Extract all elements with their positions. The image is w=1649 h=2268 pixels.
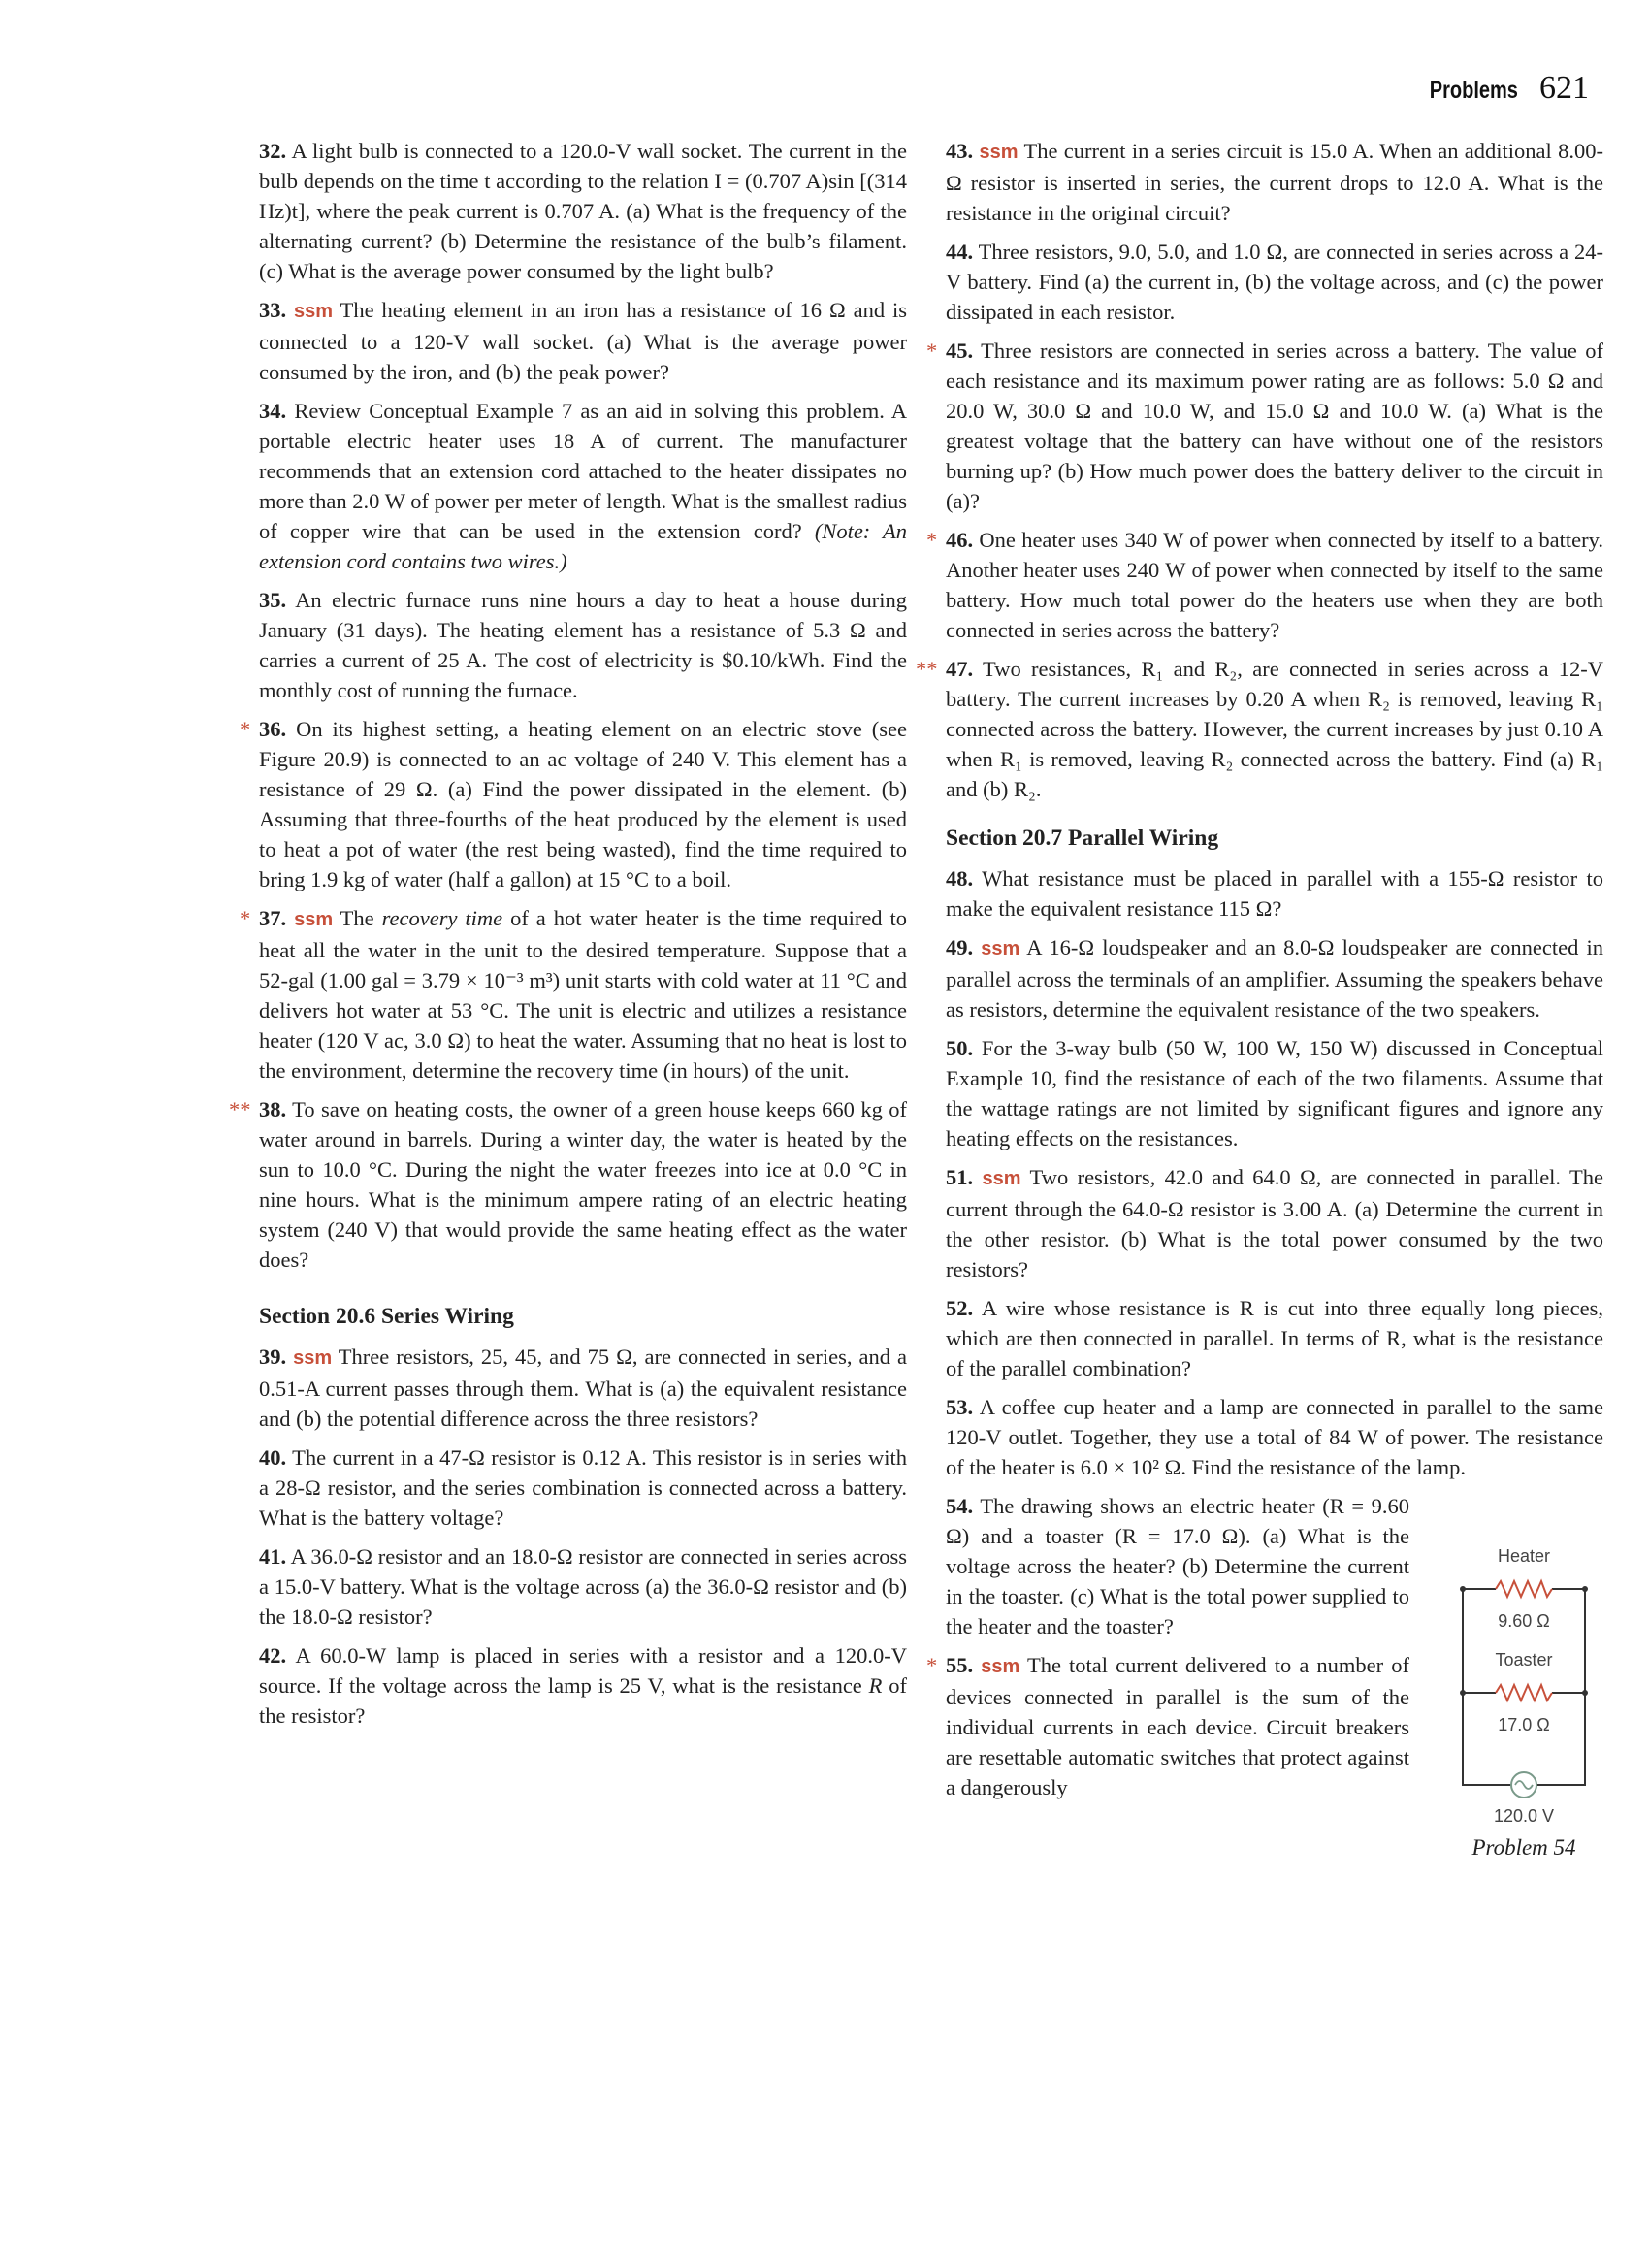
problem-text: The heating element in an iron has a resistance of 16 Ω and is connected to a 120-V wall socket. (a) What is the average power consumed by the iron, and (b) the peak power? (259, 298, 908, 384)
problem-number: 38. (259, 1097, 287, 1121)
problem-text: The current in a 47-Ω resistor is 0.12 A. This resistor is in series with a 28-Ω resistor, and the series combination is connected across a battery. What is the battery voltage? (259, 1445, 907, 1530)
problem-54 (946, 1491, 1409, 1641)
problem-number: 37. (259, 906, 287, 930)
junction-dot (1460, 1586, 1466, 1592)
problem-number: 45. (946, 339, 974, 363)
toaster-label: Toaster (1495, 1650, 1553, 1669)
problem-number: 39. (259, 1345, 287, 1369)
problem-33 (259, 295, 907, 387)
problem-text: Three resistors are connected in series across a battery. The value of each resistance and its maximum power rating are as follows: 5.0 Ω and 20.0 W, 30.0 Ω and 10.0 W, and 15.0 Ω and 10.0 W. (a) What is the greatest voltage that the battery can have without one of the resistors burning up? (b) How much power does the battery deliver to the circuit in (a)? (946, 339, 1604, 513)
heater-resistor (1496, 1581, 1552, 1597)
problem-text: A 16-Ω loudspeaker and an 8.0-Ω loudspeaker are connected in parallel across the terminals of an amplifier. Assuming the speakers behave as resistors, determine the equivalent resistance of the two speakers. (946, 935, 1603, 1021)
sine-wave-icon (1515, 1781, 1533, 1789)
problem-49 (946, 932, 1603, 1024)
problem-text: The drawing shows an electric heater (R = 9.60 Ω) and a toaster (R = 17.0 Ω). (a) What is the voltage across the heater? (b) Determine the current in the toaster. (c) What is the total power supplied to the heater and the toaster? (946, 1494, 1410, 1638)
problem-48 (946, 863, 1603, 923)
problem-55 (926, 1650, 1410, 1802)
problem-number: 48. (946, 866, 974, 891)
problem-text: The current in a series circuit is 15.0 A. When an additional 8.00-Ω resistor is inserted in series, the current drops to 12.0 A. What is the resistance in the original circuit? (946, 139, 1604, 225)
problem-number: 35. (259, 588, 287, 612)
figure-caption: Problem 54 (1471, 1835, 1576, 1860)
left-column (229, 136, 908, 1739)
problem-text: Two resistances, R₁ and R₂, are connected in series across a 12-V battery. The current increases by 0.20 A when R₂ is removed, leaving R₁ connected across the battery. However, the current increases by just 0.10 A when R₁ is removed, leaving R₂ connected across the battery. Find (a) R₁ and (b) R₂. (946, 657, 1604, 801)
problem-text: On its highest setting, a heating element on an electric stove (see Figure 20.9) is connected to an ac voltage of 240 V. This element has a resistance of 29 Ω. (a) Find the power dissipated in the element. (b) Assuming that three-fourths of the heat produced by the element is used to heat a pot of water (the rest being wasted), find the time required to bring 1.9 kg of water (half a gallon) at 15 °C to a boil. (259, 717, 907, 891)
problem-text: The total current delivered to a number of devices connected in parallel is the sum of the individual currents in each device. Circuit breakers are resettable automatic switches that protect against a dangerously (946, 1653, 1410, 1799)
problem-number: 40. (259, 1445, 287, 1470)
circuit-diagram (1441, 1542, 1606, 1833)
ssm-badge: ssm (981, 1656, 1020, 1677)
problem-text-pre: The (340, 906, 374, 930)
running-head: Problems (1429, 77, 1518, 104)
section-heading: Section 20.6 Series Wiring (259, 1304, 514, 1329)
toaster-value: 17.0 Ω (1498, 1715, 1550, 1734)
problem-35 (259, 585, 907, 705)
problem-number: 53. (946, 1395, 974, 1419)
problem-text: A wire whose resistance is R is cut into three equally long pieces, which are then connected in parallel. In terms of R, what is the resistance of the parallel combination? (946, 1296, 1603, 1380)
problem-number: 33. (259, 298, 287, 322)
section-heading: Section 20.7 Parallel Wiring (946, 826, 1219, 851)
difficulty-star: * (926, 528, 938, 552)
problem-text: A light bulb is connected to a 120.0-V wall socket. The current in the bulb depends on the time t according to the relation I = (0.707 A)sin [(314 Hz)t], where the peak current is 0.707 A. (a) What is the frequency of the alternating current? (b) Determine the resistance of the bulb’s filament. (c) What is the average power consumed by the light bulb? (259, 139, 908, 283)
problem-note: (Note: An extension cord contains two wires.) (259, 519, 907, 573)
problem-text: To save on heating costs, the owner of a green house keeps 660 kg of water around in barrels. During a winter day, the water is heated by the sun to 10.0 °C. During the night the water freezes into ice at 0.0 °C in nine hours. What is the minimum ampere rating of an electric heating system (240 V) that would provide the same heating effect as the water does? (259, 1097, 907, 1272)
ssm-badge: ssm (979, 142, 1018, 163)
heater-value: 9.60 Ω (1498, 1611, 1550, 1631)
problem-text: Review Conceptual Example 7 as an aid in solving this problem. A portable electric heater uses 18 A of current. The manufacturer recommends that an extension cord attached to the heater dissipates no more than 2.0 W of power per meter of length. What is the smallest radius of copper wire that can be used in the extension cord? (259, 399, 908, 543)
difficulty-star: ** (916, 657, 938, 681)
circuit-figure (1441, 1542, 1606, 1833)
problem-number: 49. (946, 935, 974, 959)
problem-53 (946, 1392, 1603, 1482)
problem-40 (259, 1442, 907, 1533)
problem-emphasis: R (868, 1673, 883, 1698)
problem-42 (259, 1640, 907, 1731)
problem-text: A 36.0-Ω resistor and an 18.0-Ω resistor are connected in series across a 15.0-V battery. What is the voltage across (a) the 36.0-Ω resistor and (b) the 18.0-Ω resistor? (259, 1544, 907, 1629)
problem-52 (946, 1293, 1603, 1383)
problem-number: 34. (259, 399, 287, 423)
ssm-badge: ssm (293, 1347, 333, 1369)
heater-label: Heater (1497, 1546, 1551, 1566)
difficulty-star: * (240, 717, 251, 741)
problem-47 (916, 654, 1604, 804)
problem-51 (946, 1162, 1603, 1284)
problem-50 (946, 1033, 1603, 1153)
problem-number: 51. (946, 1165, 974, 1189)
problem-text: An electric furnace runs nine hours a day to heat a house during January (31 days). The heating element has a resistance of 5.3 Ω and carries a current of 25 A. The cost of electricity is $0.10/kWh. Find the monthly cost of running the furnace. (259, 588, 908, 702)
junction-dot (1460, 1690, 1466, 1696)
difficulty-star: ** (229, 1097, 251, 1121)
difficulty-star: * (240, 906, 251, 930)
problem-39 (259, 1342, 907, 1434)
ssm-badge: ssm (294, 301, 334, 322)
problem-38 (229, 1094, 907, 1275)
problem-number: 52. (946, 1296, 974, 1320)
problem-number: 36. (259, 717, 287, 741)
problem-text: One heater uses 340 W of power when connected by itself to a battery. Another heater uses 240 W of power when connected by itself to the same battery. How much total power do the heaters use when they are both connected in series across the battery? (946, 528, 1604, 642)
problem-number: 41. (259, 1544, 287, 1569)
problem-text-pre: A 60.0-W lamp is placed in series with a resistor and a 120.0-V source. If the voltage across the lamp is 25 V, what is the resistance (259, 1643, 907, 1698)
source-value: 120.0 V (1493, 1806, 1555, 1826)
problem-32 (259, 136, 907, 286)
problem-number: 47. (946, 657, 974, 681)
problem-number: 55. (946, 1653, 974, 1677)
problem-number: 43. (946, 139, 974, 163)
junction-dot (1582, 1690, 1588, 1696)
problem-43 (946, 136, 1603, 228)
problem-number: 32. (259, 139, 287, 163)
problem-45 (926, 336, 1604, 516)
problem-text: Three resistors, 9.0, 5.0, and 1.0 Ω, are connected in series across a 24-V battery. Find (a) the current in, (b) the voltage across, and (c) the power dissipated in each resistor. (946, 240, 1604, 324)
toaster-resistor (1496, 1685, 1552, 1701)
page-header (1407, 70, 1589, 107)
difficulty-star: * (926, 1653, 938, 1677)
difficulty-star: * (926, 339, 938, 363)
problem-34 (259, 396, 907, 576)
problem-text: of a hot water heater is the time required to heat all the water in the unit to the desired temperature. Suppose that a 52-gal (1.00 gal = 3.79 × 10⁻³ m³) unit starts with cold water at 11 °C and delivers hot water at 53 °C. The unit is electric and utilizes a resistance heater (120 V ac, 3.0 Ω) to heat the water. Assuming that no heat is lost to the environment, determine the recovery time (in hours) of the unit. (259, 906, 908, 1083)
problem-text: A coffee cup heater and a lamp are connected in parallel to the same 120-V outlet. Together, they use a total of 84 W of power. The resistance of the heater is 6.0 × 10² Ω. Find the resistance of the lamp. (946, 1395, 1603, 1479)
ssm-badge: ssm (982, 1168, 1021, 1189)
problem-41 (259, 1541, 907, 1632)
problem-44 (946, 237, 1603, 327)
problem-number: 46. (946, 528, 974, 552)
problem-37 (240, 903, 908, 1085)
page-number: 621 (1539, 70, 1589, 106)
problem-number: 54. (946, 1494, 974, 1518)
junction-dot (1582, 1586, 1588, 1592)
problem-36 (240, 714, 907, 894)
ssm-badge: ssm (981, 938, 1020, 959)
problem-text: Three resistors, 25, 45, and 75 Ω, are connected in series, and a 0.51-A current passes through them. What is (a) the equivalent resistance and (b) the potential difference across the three resistors? (259, 1345, 908, 1431)
problem-text: What resistance must be placed in parallel with a 155-Ω resistor to make the equivalent resistance 115 Ω? (946, 866, 1603, 921)
problem-text: For the 3-way bulb (50 W, 100 W, 150 W) discussed in Conceptual Example 10, find the resistance of each of the two filaments. Assume that the wattage ratings are not limited by significant figures and ignore any heating effects on the resistances. (946, 1036, 1604, 1150)
problem-number: 50. (946, 1036, 974, 1060)
problem-text: of the resistor? (259, 1673, 908, 1728)
problem-text: Two resistors, 42.0 and 64.0 Ω, are connected in parallel. The current through the 64.0-Ω resistor is 3.00 A. (a) Determine the current in the other resistor. (b) What is the total power consumed by the two resistors? (946, 1165, 1604, 1281)
problem-number: 42. (259, 1643, 287, 1668)
problem-emphasis: recovery time (381, 906, 503, 930)
ssm-badge: ssm (294, 909, 334, 930)
problem-46 (926, 525, 1604, 645)
problem-number: 44. (946, 240, 974, 264)
